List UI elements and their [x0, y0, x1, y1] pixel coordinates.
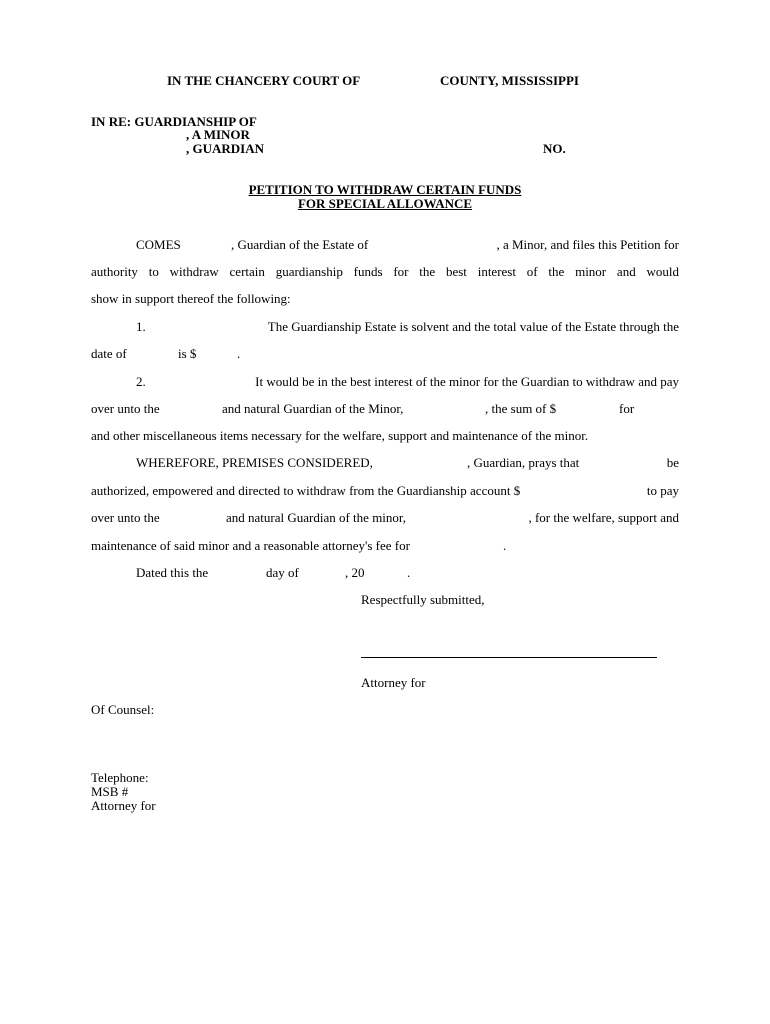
para1-period: .	[237, 346, 241, 361]
of-counsel-label: Of Counsel:	[91, 702, 155, 717]
para1-date-of: date of	[91, 346, 127, 361]
signature-attorney-for: Attorney for	[361, 675, 426, 690]
para2-line-1: It would be in the best interest of the minor for the Guardian to withdraw and pay	[255, 374, 679, 389]
wherefore-maintenance: maintenance of said minor and a reasonable attorney's fee for	[91, 538, 410, 553]
counsel-attorney-for: Attorney for	[91, 798, 156, 813]
dated-period: .	[407, 565, 411, 580]
caption-guardian: , GUARDIAN	[186, 141, 264, 156]
wherefore-authorized: authorized, empowered and directed to withdraw from the Guardianship account $	[91, 483, 521, 498]
wherefore-welfare: , for the welfare, support and	[528, 510, 679, 525]
intro-line-2-text: authority to withdraw certain guardianship funds for the best interest of the minor and would	[91, 264, 679, 279]
para2-line-3: and other miscellaneous items necessary for the welfare, support and maintenance of the minor.	[91, 428, 589, 443]
caption-minor: , A MINOR	[186, 127, 250, 142]
court-name-left: IN THE CHANCERY COURT OF	[167, 73, 361, 88]
para1-line-1: The Guardianship Estate is solvent and the total value of the Estate through the	[267, 319, 679, 334]
intro-comes: COMES	[136, 237, 181, 252]
intro-line-3: show in support thereof the following:	[91, 291, 291, 306]
caption-case-no: NO.	[543, 141, 566, 156]
para2-for: for	[619, 401, 635, 416]
msb-number-label: MSB #	[91, 784, 129, 799]
wherefore-over-unto: over unto the	[91, 510, 160, 525]
intro-guardian-of-estate: , Guardian of the Estate of	[231, 237, 369, 252]
wherefore-period: .	[503, 538, 507, 553]
para1-is-amount: is $	[178, 346, 197, 361]
dated-day-of: day of	[266, 565, 299, 580]
wherefore-guardian-prays: , Guardian, prays that	[467, 455, 580, 470]
dated-year-prefix: , 20	[345, 565, 365, 580]
dated-this-the: Dated this the	[136, 565, 209, 580]
document-title-line1: PETITION TO WITHDRAW CERTAIN FUNDS	[248, 182, 522, 197]
wherefore-to-pay: to pay	[646, 483, 679, 498]
telephone-label: Telephone:	[91, 770, 149, 785]
wherefore-premises: WHEREFORE, PREMISES CONSIDERED,	[136, 455, 373, 470]
caption-in-re: IN RE: GUARDIANSHIP OF	[91, 114, 257, 129]
intro-files-petition: , a Minor, and files this Petition for	[496, 237, 679, 252]
wherefore-be: be	[666, 455, 679, 470]
para2-natural-guardian: and natural Guardian of the Minor,	[222, 401, 404, 416]
para2-over-unto: over unto the	[91, 401, 160, 416]
court-name-right: COUNTY, MISSISSIPPI	[440, 73, 579, 88]
para1-number: 1.	[136, 319, 146, 334]
para2-number: 2.	[136, 374, 146, 389]
para2-sum-of: , the sum of $	[485, 401, 557, 416]
signature-line	[361, 657, 657, 658]
wherefore-natural-guardian: and natural Guardian of the minor,	[226, 510, 406, 525]
document-title-line2: FOR SPECIAL ALLOWANCE	[297, 196, 473, 211]
respectfully-submitted: Respectfully submitted,	[361, 592, 485, 607]
intro-line-2	[91, 264, 679, 279]
